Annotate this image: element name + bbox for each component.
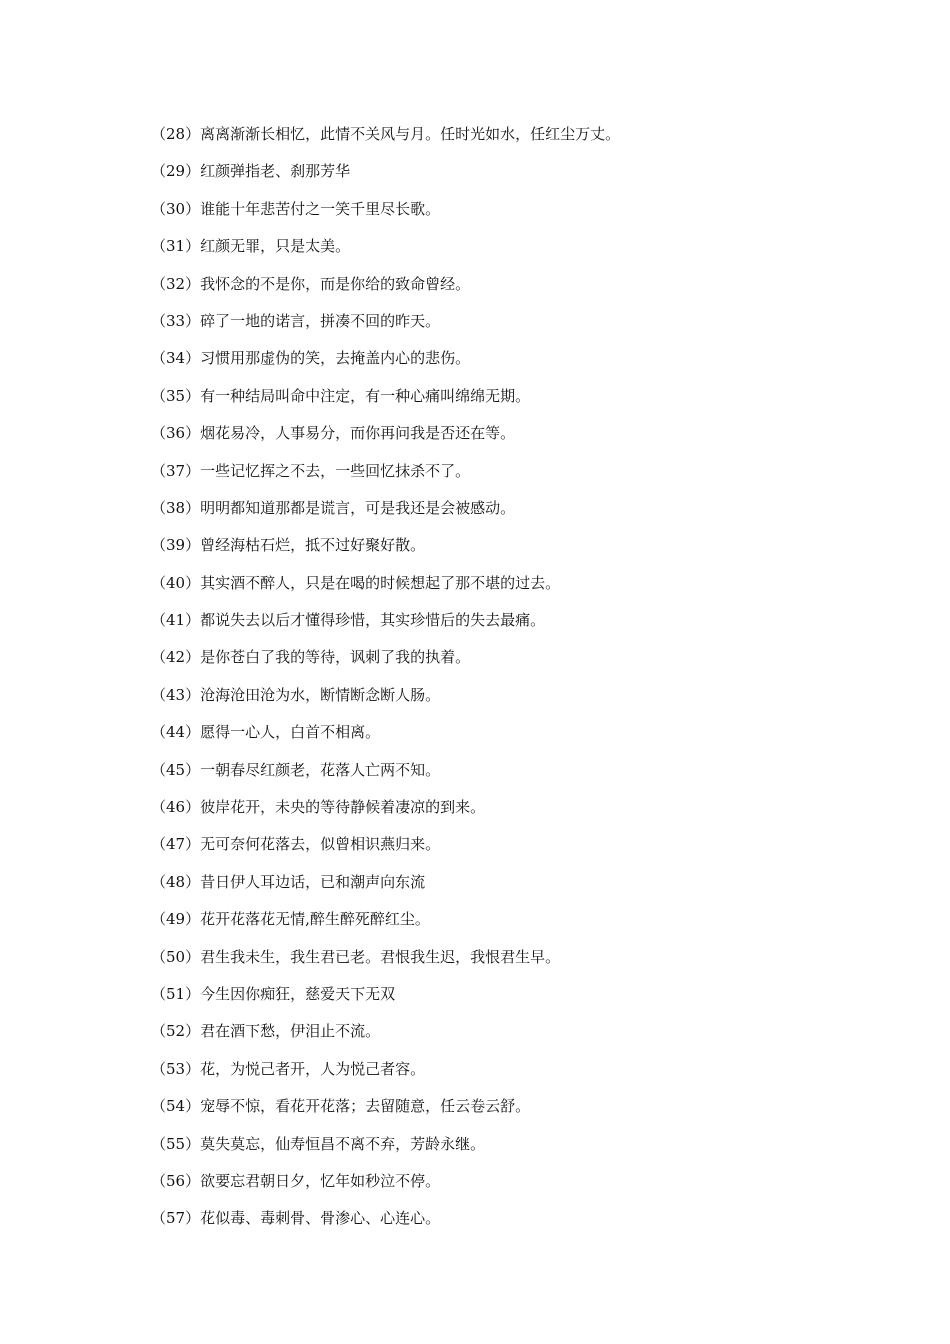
quote-number: （42） <box>151 648 201 667</box>
quote-item <box>151 644 620 681</box>
quote-item <box>151 719 620 756</box>
quote-text: 花似毒、毒刺骨、骨渗心、心连心。 <box>200 1209 441 1228</box>
quote-item <box>151 682 620 719</box>
quote-number: （57） <box>151 1209 201 1228</box>
quote-text: 红颜弹指老、刹那芳华 <box>200 162 351 181</box>
quote-number: （28） <box>151 125 201 143</box>
quote-item <box>151 1168 620 1205</box>
quote-text: 花开花落花无情,醉生醉死醉红尘。 <box>200 910 430 929</box>
quote-text: 习惯用那虚伪的笑，去掩盖内心的悲伤。 <box>200 349 471 368</box>
quote-text: 沧海沧田沧为水，断情断念断人肠。 <box>200 685 441 704</box>
quote-item <box>151 1056 620 1093</box>
quote-item <box>151 944 620 981</box>
quote-item <box>151 532 620 569</box>
quote-number: （29） <box>151 162 201 181</box>
quote-text: 莫失莫忘，仙寿恒昌不离不弃，芳龄永继。 <box>200 1134 486 1153</box>
quote-number: （36） <box>151 424 201 443</box>
quote-text: 花，为悦己者开，人为悦己者容。 <box>200 1059 426 1078</box>
quote-item <box>151 981 620 1018</box>
quote-number: （31） <box>151 237 201 256</box>
quote-text: 离离渐渐长相忆，此情不关风与月。任时光如水，任红尘万丈。 <box>200 125 621 143</box>
quote-number: （38） <box>151 498 201 517</box>
quote-number: （30） <box>151 199 201 218</box>
quote-text: 宠辱不惊，看花开花落；去留随意，任云卷云舒。 <box>200 1097 531 1116</box>
quote-item <box>151 383 620 420</box>
quote-item <box>151 158 620 195</box>
quote-text: 有一种结局叫命中注定，有一种心痛叫绵绵无期。 <box>200 386 531 405</box>
quote-text: 君生我未生，我生君已老。君恨我生迟，我恨君生早。 <box>200 947 561 966</box>
quote-text: 今生因你痴狂，慈爱天下无双 <box>200 984 396 1003</box>
quote-text: 愿得一心人，白首不相离。 <box>200 723 381 742</box>
quote-number: （41） <box>151 611 201 630</box>
quote-item <box>151 345 620 382</box>
quote-item <box>151 794 620 831</box>
quote-item <box>151 607 620 644</box>
quote-text: 是你苍白了我的等待，讽刺了我的执着。 <box>200 648 471 667</box>
quote-number: （50） <box>151 947 201 966</box>
quote-text: 昔日伊人耳边话，已和潮声向东流 <box>200 872 426 891</box>
quote-text: 碎了一地的诺言，拼凑不回的昨天。 <box>200 311 441 330</box>
quote-item <box>151 308 620 345</box>
quote-item <box>151 906 620 943</box>
quote-item <box>151 1093 620 1130</box>
quote-number: （44） <box>151 723 201 742</box>
quote-text: 明明都知道那都是谎言，可是我还是会被感动。 <box>200 498 516 517</box>
quote-number: （35） <box>151 386 201 405</box>
quote-item <box>151 831 620 868</box>
quote-number: （47） <box>151 835 201 854</box>
quote-text: 欲要忘君朝日夕，忆年如秒泣不停。 <box>200 1171 441 1190</box>
quote-number: （48） <box>151 872 201 891</box>
quote-item <box>151 1131 620 1168</box>
quote-text: 一些记忆挥之不去，一些回忆抹杀不了。 <box>200 461 471 480</box>
quote-number: （39） <box>151 536 201 555</box>
quote-number: （33） <box>151 311 201 330</box>
quote-text: 君在酒下愁，伊泪止不流。 <box>200 1022 381 1041</box>
quote-item <box>151 420 620 457</box>
quote-item <box>151 1205 620 1242</box>
quote-number: （52） <box>151 1022 201 1041</box>
quote-item <box>151 1018 620 1055</box>
quote-number: （34） <box>151 349 201 368</box>
quote-list <box>151 121 620 1243</box>
quote-number: （56） <box>151 1171 201 1190</box>
quote-text: 都说失去以后才懂得珍惜，其实珍惜后的失去最痛。 <box>200 611 546 630</box>
quote-number: （49） <box>151 910 201 929</box>
quote-number: （32） <box>151 274 201 293</box>
quote-text: 曾经海枯石烂，抵不过好聚好散。 <box>200 536 426 555</box>
quote-number: （55） <box>151 1134 201 1153</box>
quote-number: （43） <box>151 685 201 704</box>
quote-item <box>151 495 620 532</box>
quote-number: （40） <box>151 573 201 592</box>
quote-number: （45） <box>151 760 201 779</box>
quote-text: 无可奈何花落去，似曾相识燕归来。 <box>200 835 441 854</box>
quote-number: （37） <box>151 461 201 480</box>
quote-text: 彼岸花开，未央的等待静候着凄凉的到来。 <box>200 798 486 817</box>
quote-item <box>151 271 620 308</box>
quote-text: 谁能十年悲苦付之一笑千里尽长歌。 <box>200 199 441 218</box>
quote-text: 我怀念的不是你，而是你给的致命曾经。 <box>200 274 471 293</box>
quote-text: 红颜无罪，只是太美。 <box>200 237 351 256</box>
quote-number: （53） <box>151 1059 201 1078</box>
quote-item <box>151 196 620 233</box>
quote-text: 其实酒不醉人，只是在喝的时候想起了那不堪的过去。 <box>200 573 561 592</box>
quote-item <box>151 869 620 906</box>
quote-item <box>151 757 620 794</box>
quote-text: 一朝春尽红颜老，花落人亡两不知。 <box>200 760 441 779</box>
quote-number: （46） <box>151 798 201 817</box>
quote-text: 烟花易冷，人事易分，而你再问我是否还在等。 <box>200 424 516 443</box>
quote-item <box>151 121 620 158</box>
quote-number: （51） <box>151 984 201 1003</box>
quote-number: （54） <box>151 1097 201 1116</box>
quote-item <box>151 570 620 607</box>
quote-item <box>151 458 620 495</box>
quote-item <box>151 233 620 270</box>
